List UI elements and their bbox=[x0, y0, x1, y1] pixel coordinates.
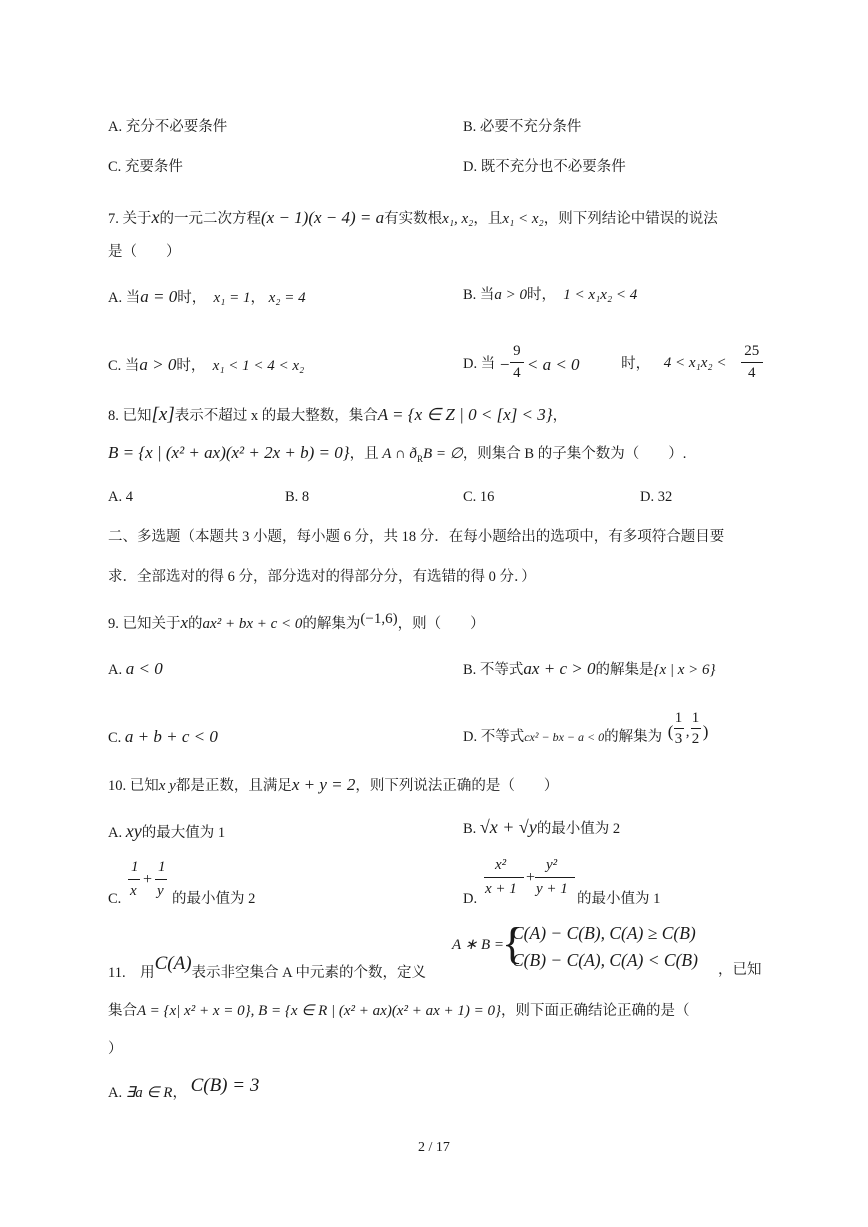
q9-option-c: C. a + b + c < 0 bbox=[108, 727, 218, 746]
q11-stem-cont: 集合A = {x| x² + x = 0}, B = {x ∈ R | (x² + ax)(x² + ax + 1) = 0}，则下面正确结论正确的是（ bbox=[108, 1003, 690, 1019]
q7-option-b: B. 当a > 0时， 1 < x₁x₂ < 4 bbox=[463, 287, 638, 303]
q7-stem-cont: 是（ ） bbox=[108, 244, 181, 260]
q10-option-a: A. xy的最大值为 1 bbox=[108, 821, 226, 841]
q8-option-a: A. 4 bbox=[108, 489, 133, 505]
q6-option-a: A. 充分不必要条件 bbox=[108, 119, 228, 135]
q9-option-a: A. a < 0 bbox=[108, 659, 163, 678]
section2-heading: 二、多选题（本题共 3 小题，每小题 6 分，共 18 分．在每小题给出的选项中，有多项符合题目要 bbox=[108, 529, 725, 545]
q7-option-c: C. 当a > 0时， x₁ < 1 < 4 < x₂ bbox=[108, 355, 305, 374]
page-number: 2 / 17 bbox=[418, 1140, 450, 1155]
section2-heading-cont: 求．全部选对的得 6 分，部分选对的得部分分，有选错的得 0 分．） bbox=[108, 569, 536, 585]
q7-option-a: A. 当a = 0时， x₁ = 1， x₂ = 4 bbox=[108, 287, 306, 306]
q11-option-a: A. ∃a ∈ R， C(B) = 3 bbox=[108, 1075, 260, 1101]
q9-option-d: D. 不等式$_{cx^2 - bx - a < 0}$的解集为 ( 1 3 , 1 2 ) bbox=[463, 710, 709, 747]
q9-option-b: B. 不等式ax + c > 0的解集是{x | x > 6} bbox=[463, 659, 716, 678]
q10-stem: 10. 已知x y都是正数，且满足x + y = 2，则下列说法正确的是（ ） bbox=[108, 775, 559, 794]
q7-option-d: D. 当 − 9 4 < a < 0 时， 4 < x₁x₂ < 25 4 bbox=[463, 333, 764, 348]
q8-stem: 8. 已知[x]表示不超过 x 的最大整数，集合A = {x ∈ Z | 0 < [x] < 3}， bbox=[108, 404, 568, 425]
q10-option-d: D. x² x + 1 + y² y + 1 的最小值为 1 bbox=[463, 857, 661, 907]
q10-option-c: C. 1 x + 1 y 的最小值为 2 bbox=[108, 859, 256, 907]
q6-option-d: D. 既不充分也不必要条件 bbox=[463, 159, 626, 175]
q8-option-d: D. 32 bbox=[640, 489, 673, 505]
q10-option-b: B. √x + √y的最小值为 2 bbox=[463, 817, 621, 837]
q11-stem: 11. 用C(A)表示非空集合 A 中元素的个数，定义 bbox=[108, 953, 426, 981]
q6-option-c: C. 充要条件 bbox=[108, 159, 183, 175]
q6-option-b: B. 必要不充分条件 bbox=[463, 119, 582, 135]
q11-stem-tail: ，已知 bbox=[718, 962, 762, 978]
q9-stem: 9. 已知关于x的ax² + bx + c < 0的解集为(−1,6)，则（ ） bbox=[108, 611, 485, 632]
q8-option-b: B. 8 bbox=[285, 489, 310, 505]
q8-stem-cont: B = {x | (x² + ax)(x² + 2x + b) = 0}，且 A ∩ $ð_RB$ = ∅，则集合 B 的子集个数为（ ）. bbox=[108, 443, 687, 464]
q11-definition: A ∗ B = { C(A) − C(B), C(A) ≥ C(B) C(B) − C(A), C(A) < C(B) bbox=[452, 919, 698, 970]
q7-stem: 7. 关于x的一元二次方程(x − 1)(x − 4) = a有实数根x₁, x₂，且x₁ < x₂，则下列结论中错误的说法 bbox=[108, 207, 718, 227]
q11-stem-close: ） bbox=[108, 1041, 123, 1057]
q8-option-c: C. 16 bbox=[463, 489, 495, 505]
